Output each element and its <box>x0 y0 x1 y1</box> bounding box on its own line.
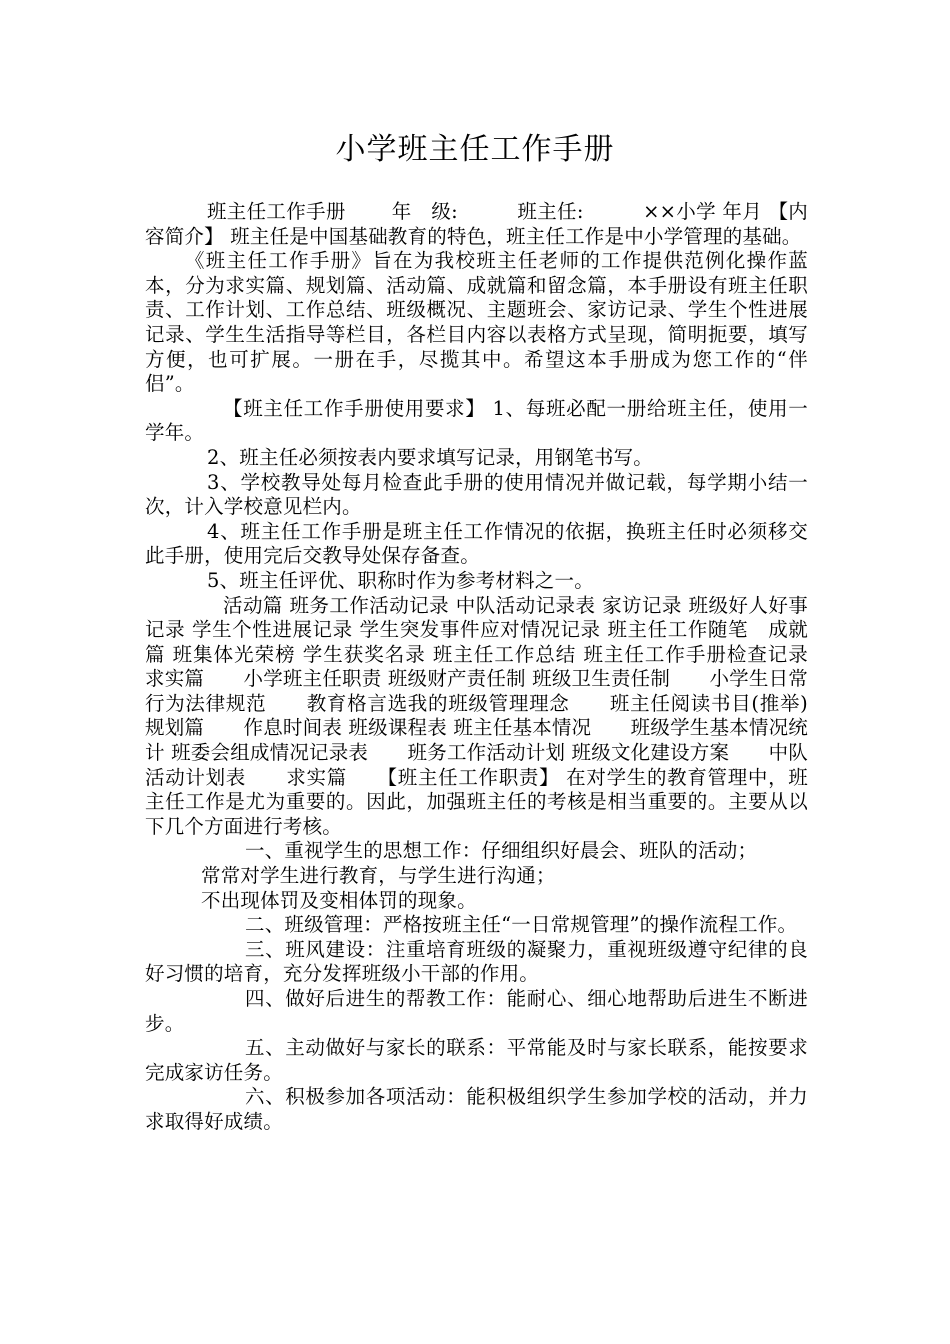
paragraph-usage-requirement-2: 2、班主任必须按表内要求填写记录，用钢笔书写。 <box>207 445 654 469</box>
paragraph-handbook-purpose: 《班主任工作手册》旨在为我校班主任老师的工作提供范例化操作蓝本，分为求实篇、规划篇、活动篇、成就篇和留念篇，本手册设有班主任职责、工作计划、工作总结、班级概况、主题班会、家访记录、学生个性进展记录、学生生活指导等栏目，各栏目内容以表格方式呈现，简明扼要，填写方便，也可扩展。一册在手，尽揽其中。希望这本手册成为您工作的“伴侣”。 <box>145 249 808 396</box>
paragraph-usage-requirement-4: 4、班主任工作手册是班主任工作情况的依据，换班主任时必须移交此手册，使用完后交教导处保存备查。 <box>145 519 808 568</box>
paragraph-duty-4: 四、做好后进生的帮教工作：能耐心、细心地帮助后进生不断进步。 <box>145 987 808 1035</box>
paragraph-contents-list: 活动篇 班务工作活动记录 中队活动记录表 家访记录 班级好人好事记录 学生个性进展记录 学生突发事件应对情况记录 班主任工作随笔 成就篇 班集体光荣榜 学生获奖名录 班主任工作总结 班主任工作手册检查记录 求实篇 小学班主任职责 班级财产责任制 班级卫生责任制 小学生日常行为法律规范 教育格言选我的班级管理理念 班主任阅读书目(推举) 规划篇 作息时间表 班级课程表 班主任基本情况 班级学生基本情况统计 班委会组成情况记录表 班务工作活动计划 班级文化建设方案 中队活动计划表 求实篇 【班主任工作职责】 在对学生的教育管理中，班主任工作是尤为重要的。因此，加强班主任的考核是相当重要的。主要从以下几个方面进行考核。 <box>145 593 848 838</box>
paragraph-duty-5: 五、主动做好与家长的联系：平常能及时与家长联系，能按要求完成家访任务。 <box>145 1036 808 1084</box>
paragraph-duty-1: 一、重视学生的思想工作：仔细组织好晨会、班队的活动； <box>245 839 758 863</box>
paragraph-usage-requirement-1: 【班主任工作手册使用要求】 1、每班必配一册给班主任，使用一学年。 <box>145 396 808 445</box>
paragraph-duty-6: 六、积极参加各项活动：能积极组织学生参加学校的活动，并力求取得好成绩。 <box>145 1085 808 1133</box>
document-body <box>145 200 848 1135</box>
paragraph-usage-requirement-5: 5、班主任评优、职称时作为参考材料之一。 <box>207 568 594 592</box>
paragraph-duty-2: 二、班级管理：严格按班主任“一日常规管理”的操作流程工作。 <box>245 913 798 937</box>
paragraph-header-intro: 班主任工作手册 年 级: 班主任: ××小学 年月 【内容简介】 班主任是中国基础教育的特色，班主任工作是中小学管理的基础。 <box>145 200 808 248</box>
paragraph-duty-1-line-2: 常常对学生进行教育，与学生进行沟通； <box>201 864 556 888</box>
paragraph-usage-requirement-3: 3、学校教导处每月检查此手册的使用情况并做记载，每学期小结一次，计入学校意见栏内。 <box>145 470 808 519</box>
document-title: 小学班主任工作手册 <box>335 132 615 167</box>
paragraph-duty-3: 三、班风建设：注重培育班级的凝聚力，重视班级遵守纪律的良好习惯的培育，充分发挥班级小干部的作用。 <box>145 937 808 986</box>
paragraph-duty-1-line-3: 不出现体罚及变相体罚的现象。 <box>201 888 477 912</box>
